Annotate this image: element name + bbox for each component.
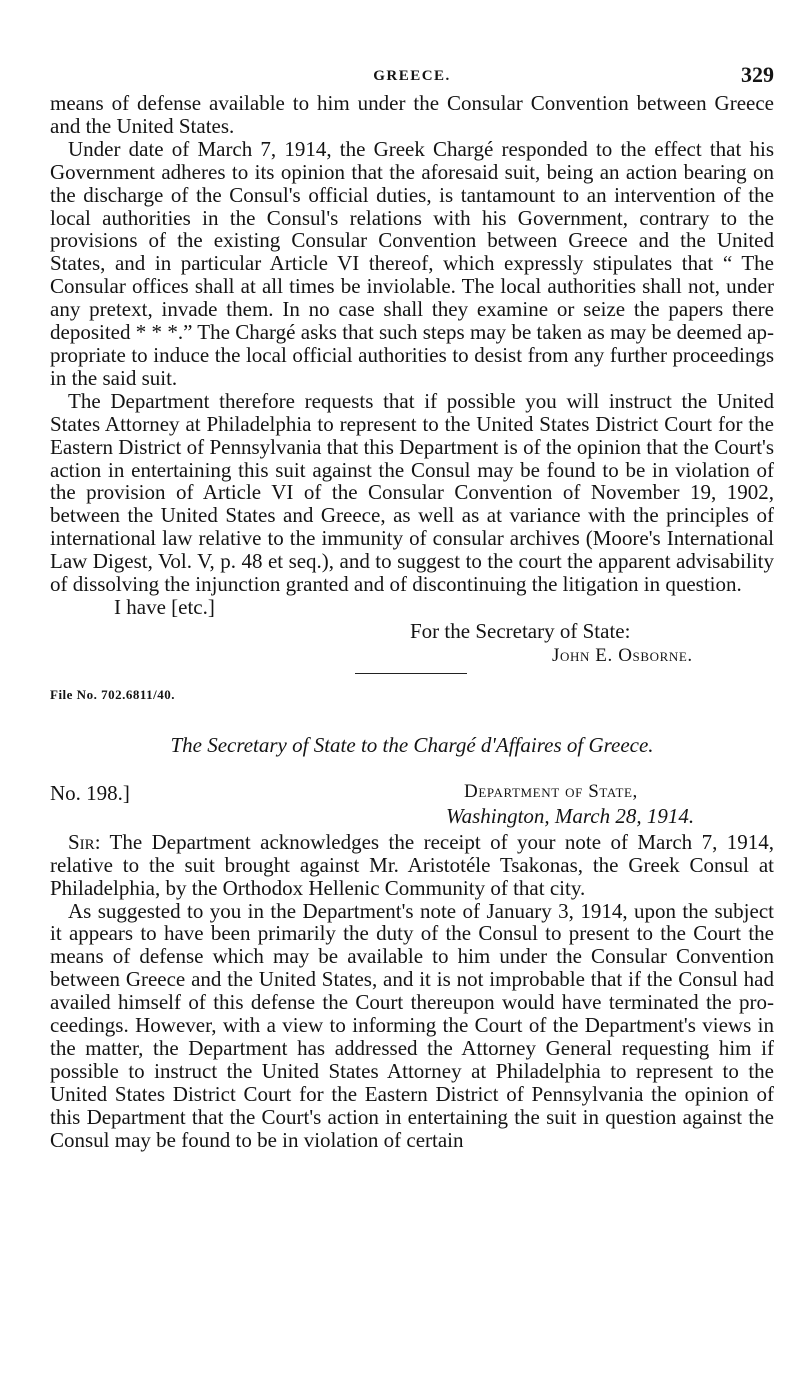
salutation: Sir [68,829,95,854]
letter-to-attorney-general [50,92,774,669]
note-number: No. 198.] [50,780,130,805]
file-row [50,673,774,713]
place-date: Washington, March 28, 1914. [446,803,695,828]
paragraph-consular-defense: As suggested to you in the Department's note of January 3, 1914, upon the subject it appears to have been primarily the duty of the Consul to present to the Court the means of defense which may be available to him under the Consular Convention between Greece and the United States, and it is not improbable that if the Consul had availed himself of this defense the Court thereupon would have terminated the proceedings. However, with a view to informing the Court of the Department's views in the matter, the Department has addressed the Attorney General requesting him if possible to instruct the United States Attorney at Philadelphia to represent to the United States District Court for the Eastern District of Pennsylvania the opinion of this Department that the Court's action in entertaining the suit in question against the Consul may be found to be in violation of certain [50,898,774,1152]
paragraph-acknowledgement [50,831,774,900]
dateline [50,781,774,831]
letter-signature: John E. Osborne. [552,644,693,666]
letter-closing: For the Secretary of State: [410,618,631,643]
acknowledgement-text: : The Department acknowledges the receipt of your note of March 7, 1914, relative to the suit brought against Mr. Aristotéle Tsakonas, the Greek Consul at Philadelphia, by the Orthodox Hellenic Community of that city. [50,829,774,900]
running-title: GREECE. [373,68,451,84]
page-number: 329 [741,62,774,87]
document-title: The Secretary of State to the Chargé d'Affaires of Greece. [170,732,654,757]
paragraph-department-request: The Department therefore requests that if possible you will instruct the United States Attorney at Philadelphia to represent to the United States District Court for the Eastern District of Pennsylvania that this Department is of the opinion that the Court's action in entertaining this suit against the Consul may be found to be in violation of the provision of Article VI of the Consular Convention of November 19, 1902, between the United States and Greece, as well as at variance with the principles of international law relative to the immunity of consular archives (Moore's International Law Digest, Vol. V, p. 48 et seq.), and to suggest to the court the apparent advisability of dissolving the injunction granted and of discontinuing the litigation in question. [50,388,774,597]
document-page [50,62,774,1152]
running-head [50,62,774,92]
paragraph-greek-charge-response: Under date of March 7, 1914, the Greek Chargé responded to the effect that his Government adheres to its opinion that the aforesaid suit, being an action bearing on the discharge of the Consul's official duties, is tantamount to an intervention of the local authorities in the Consul's relations with his Government, contrary to the provisions of the existing Consular Convention between Greece and the United States, and in particular Article VI thereof, which expressly stipulates that “ The Consular offices shall at all times be inviolable. The local authorities shall not, under any pretext, invade them. In no case shall they examine or seize the papers there deposited * * *.” The Chargé asks that such steps may be taken as may be deemed appropriate to induce the local official authorities to desist from any further proceedings in the said suit. [50,136,774,390]
section-divider [355,673,467,674]
letter-greeting: I have [etc.] [114,594,215,619]
paragraph-continuation: means of defense available to him under the Consular Convention between Greece and the United States. [50,91,774,138]
file-number: File No. 702.6811/40. [50,686,175,702]
letter-to-greek-charge [50,733,774,1152]
department-heading: Department of State, [464,780,638,802]
